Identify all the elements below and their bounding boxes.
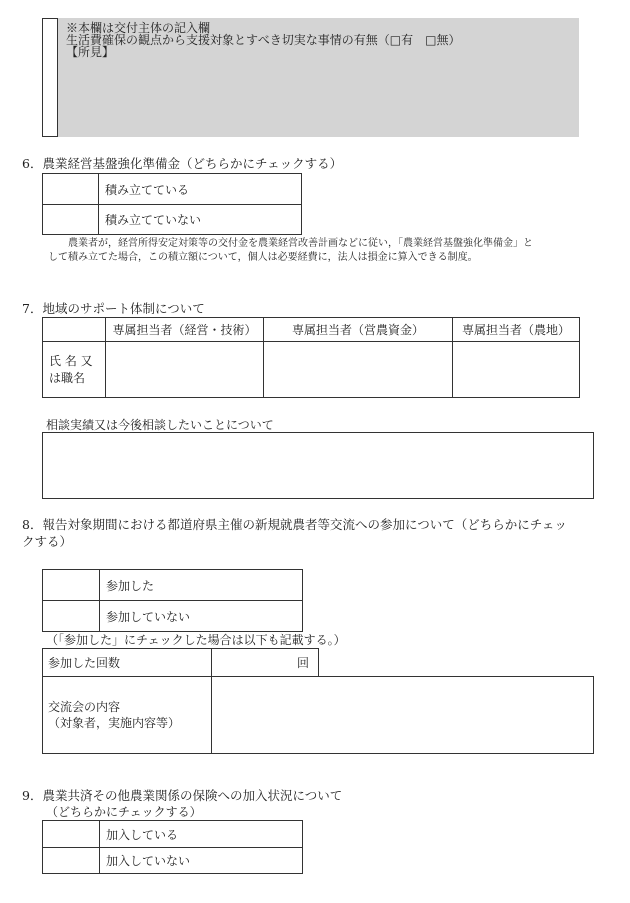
section7-cell-3[interactable] [453, 342, 580, 398]
section8-count-label: 参加した回数 [48, 656, 121, 670]
section8-content-label-line2: （対象者，実施内容等） [48, 716, 181, 730]
section8-note: （「参加した」にチェックした場合は以下も記載する。） [46, 633, 346, 647]
section9-options-table [42, 820, 303, 874]
section7-cell-2[interactable] [264, 342, 453, 398]
section7-row-label-line1: 氏 名 又 [49, 353, 93, 368]
section7-consult-box[interactable] [42, 432, 594, 499]
section7-cell-1[interactable] [106, 342, 264, 398]
section8-check-cell-2[interactable] [43, 601, 100, 632]
section7-row-label-line2: は職名 [49, 370, 86, 385]
official-box-line3: 【所見】 [66, 45, 115, 59]
official-box-line1: ※本欄は交付主体の記入欄 [66, 21, 211, 35]
section7-row-label [43, 342, 106, 398]
section6-title: 6．農業経営基盤強化準備金（どちらかにチェックする） [22, 156, 343, 171]
section7-header-2: 専属担当者（営農資金） [264, 318, 453, 342]
official-box-line2: 生活費確保の観点から支援対象とすべき切実な事情の有無（□有 □無） [66, 33, 461, 47]
section8-count-input[interactable] [213, 650, 293, 675]
section7-header-1: 専属担当者（経営・技術） [106, 318, 264, 342]
section6-option-1: 積み立てている [99, 174, 302, 205]
section9-subtitle: （どちらかにチェックする） [46, 805, 202, 819]
section6-options-table [42, 173, 302, 235]
section9-check-cell-1[interactable] [43, 821, 100, 848]
section7-corner-cell [43, 318, 106, 342]
section8-option-2: 参加していない [100, 601, 303, 632]
section8-content-label-line1: 交流会の内容 [48, 700, 121, 714]
section9-option-1: 加入している [100, 821, 303, 848]
section6-note-line2: して積み立てた場合，この積立額について，個人は必要経費に，法人は損金に算入できる制度。 [48, 252, 478, 263]
section9-check-cell-2[interactable] [43, 848, 100, 874]
section8-count-unit: 回 [297, 656, 310, 670]
section8-title-line2: クする） [22, 534, 73, 549]
section9-title: 9．農業共済その他農業関係の保険への加入状況について [22, 788, 343, 803]
section6-note-line1: 農業者が，経営所得安定対策等の交付金を農業経営改善計画などに従い，「農業経営基盤強化準備金」と [68, 238, 533, 249]
section8-check-cell-1[interactable] [43, 570, 100, 601]
section8-title-line1: 8．報告対象期間における都道府県主催の新規就農者等交流への参加について（どちらかにチェッ [22, 517, 567, 532]
section7-header-3: 専属担当者（農地） [453, 318, 580, 342]
section7-support-table [42, 317, 580, 398]
section8-options-table [42, 569, 303, 632]
section8-option-1: 参加した [100, 570, 303, 601]
section9-option-2: 加入していない [100, 848, 303, 874]
section8-content-input[interactable] [213, 678, 592, 752]
section7-consult-label: 相談実績又は今後相談したいことについて [46, 418, 274, 432]
section6-check-cell-1[interactable] [43, 174, 99, 205]
section6-option-2: 積み立てていない [99, 205, 302, 235]
section6-check-cell-2[interactable] [43, 205, 99, 235]
section7-title: 7．地域のサポート体制について [22, 301, 205, 316]
